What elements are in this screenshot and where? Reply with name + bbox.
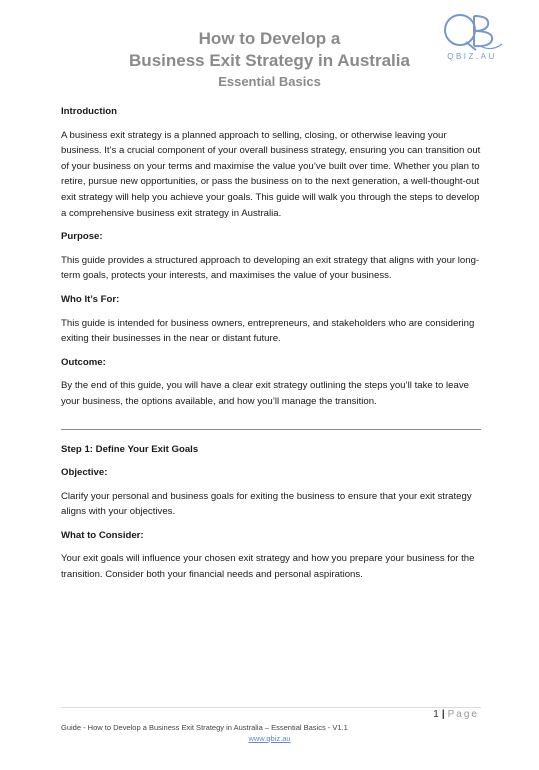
outcome-paragraph: By the end of this guide, you will have a clear exit strategy outlining the steps you’ll take to leave your business, the options available, and how you’ll manage the transition. — [61, 380, 469, 407]
who-heading: Who It’s For: — [61, 293, 120, 305]
outcome-heading: Outcome: — [61, 356, 106, 368]
title-line-2: Business Exit Strategy in Australia — [129, 51, 410, 70]
who-paragraph: This guide is intended for business owners, entrepreneurs, and stakeholders who are considering exiting their businesses in the near or distant future. — [61, 317, 475, 345]
document-title — [0, 28, 539, 91]
step1-heading: Step 1: Define Your Exit Goals — [61, 443, 199, 455]
purpose-paragraph: This guide provides a structured approach to developing an exit strategy that aligns with your long-term goals, protects your interests, and maximises the value of your business. — [61, 254, 480, 282]
title-line-1: How to Develop a — [198, 29, 341, 48]
purpose-heading: Purpose: — [61, 231, 103, 243]
footer-divider — [61, 707, 481, 708]
page-label: Page — [447, 709, 479, 720]
footer-website-link[interactable]: www.qbiz.au — [248, 734, 291, 743]
footer-guide-text: Guide - How to Develop a Business Exit Strategy in Australia – Essential Basics - V1.1 — [61, 723, 348, 732]
objective-heading: Objective: — [61, 467, 108, 479]
intro-heading: Introduction — [61, 106, 117, 117]
intro-paragraph: A business exit strategy is a planned approach to selling, closing, or otherwise leaving your business. It’s a crucial component of your overall business strategy, ensuring you can transition out of your business on your terms and maximise the value you’ve built over time. Whether you plan to retire, pursue new opportunities, or pass the business on to the next generation, a well-thought-out exit strategy will help you achieve your goals. This guide will walk you through the steps to develop a comprehensive business exit strategy in Australia. — [61, 129, 481, 219]
consider-heading: What to Consider: — [61, 529, 144, 541]
document-body — [61, 104, 481, 591]
page-number-value: 1 — [433, 709, 439, 720]
subtitle: Essential Basics — [218, 74, 321, 89]
objective-paragraph: Clarify your personal and business goals for exiting the business to ensure that your exit strategy aligns with your objectives. — [61, 490, 472, 518]
logo-wordmark: QBIZ.AU — [447, 52, 497, 61]
consider-paragraph: Your exit goals will influence your chosen exit strategy and how you prepare your business for the transition. Consider both your financial needs and personal aspirations. — [61, 553, 475, 581]
section-divider — [61, 429, 481, 430]
page-number — [433, 709, 479, 720]
page-separator: | — [441, 709, 445, 720]
